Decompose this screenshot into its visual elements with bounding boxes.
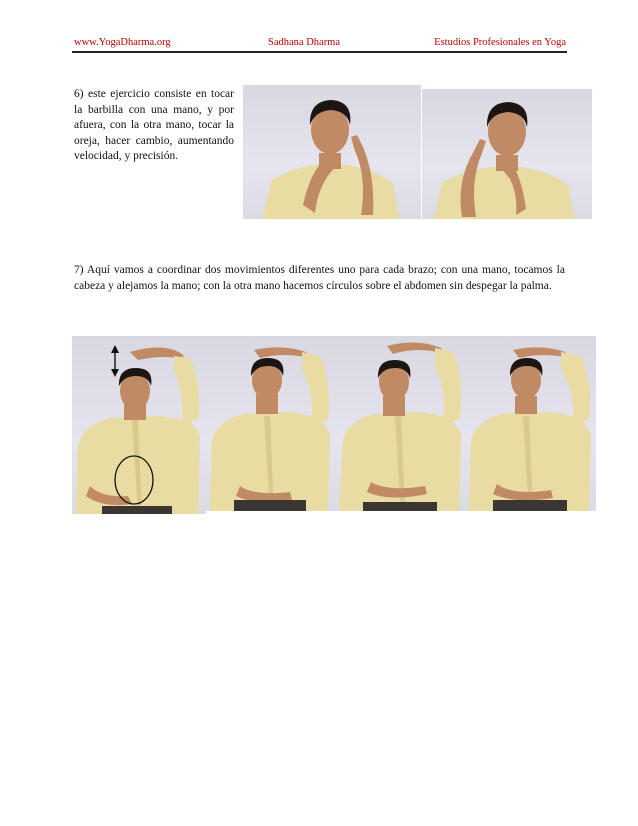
exercise-7-photo-2: [206, 336, 335, 511]
exercise-7-photo-3: [335, 336, 465, 511]
exercise-7-text: 7) Aquí vamos a coordinar dos movimientos diferentes uno para cada brazo; con una mano, tocamos la cabeza y alejamos la mano; con la otra mano hacemos círculos sobre el abdomen sin despegar la palma.: [74, 264, 565, 292]
header-subtitle: Estudios Profesionales en Yoga: [434, 37, 566, 48]
exercise-6-photo-1: [243, 85, 421, 219]
header-title: Sadhana Dharma: [268, 37, 341, 48]
exercise-7-photo-4: [465, 336, 596, 511]
exercise-6-text: 6) este ejercicio consiste en tocar la barbilla con una mano, y por afuera, con la otra mano, tocar la oreja, hacer cambio, aumentando velocidad, y precisión.: [74, 88, 234, 162]
exercise-6-photo-2: [422, 89, 592, 219]
header-divider: [72, 51, 567, 53]
header-site[interactable]: www.YogaDharma.org: [74, 37, 171, 48]
exercise-7-photo-1: [72, 336, 206, 514]
